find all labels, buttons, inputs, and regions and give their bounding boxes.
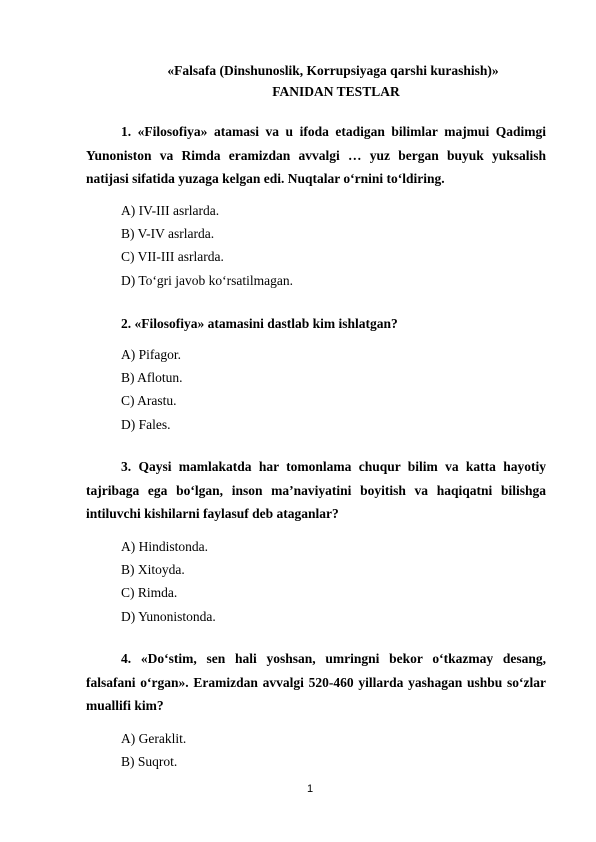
- option-item: C) Arastu.: [121, 393, 177, 409]
- option-item: B) Xitoyda.: [121, 562, 185, 578]
- option-item: A) Pifagor.: [121, 347, 181, 362]
- option-item: C) Rimda.: [121, 585, 178, 601]
- document-title: «Falsafa (Dinshunoslik, Korrupsiyaga qarshi kurashish)»: [167, 63, 499, 78]
- option-item: B) Aflotun.: [121, 370, 183, 386]
- page-number: 1: [306, 783, 314, 795]
- option-item: B) Suqrot.: [121, 754, 178, 770]
- option-item: B) V-IV asrlarda.: [121, 226, 215, 242]
- question-4-text: 4. «Do‘stim, sen hali yoshsan, umringni bekor o‘tkazmay desang, falsafani o‘rgan». Eramizdan avvalgi 520-460 yillarda yashagan ushbu so‘zlar muallifi kim?: [86, 651, 546, 713]
- question-4-options: [121, 727, 541, 773]
- question-3-text: 3. Qaysi mamlakatda har tomonlama chuqur bilim va katta hayotiy tajribaga ega bo‘lgan, inson ma’naviyatini boyitish va haqiqatni bilishga intiluvchi kishilarni faylasuf deb ataganlar?: [86, 459, 546, 521]
- option-item: A) IV-III asrlarda.: [121, 203, 220, 218]
- option-item: D) To‘gri javob ko‘rsatilmagan.: [121, 272, 294, 288]
- question-1-text: 1. «Filosofiya» atamasi va u ifoda etadigan bilimlar majmui Qadimgi Yunoniston va Rimda eramizdan avvalgi … yuz bergan buyuk yuksalish natijasi sifatida yuzaga kelgan edi. Nuqtalar o‘rnini to‘ldiring.: [86, 124, 546, 186]
- option-item: A) Geraklit.: [121, 731, 187, 746]
- question-2-text: 2. «Filosofiya» atamasini dastlab kim ishlatgan?: [121, 316, 398, 331]
- document-subtitle: FANIDAN TESTLAR: [272, 84, 400, 99]
- question-3-options: [121, 535, 541, 628]
- option-item: D) Yunonistonda.: [121, 608, 216, 624]
- option-item: A) Hindistonda.: [121, 539, 208, 554]
- question-1-options: [121, 199, 541, 292]
- question-2-options: [121, 343, 541, 436]
- option-item: D) Fales.: [121, 416, 171, 432]
- option-item: C) VII-III asrlarda.: [121, 249, 224, 265]
